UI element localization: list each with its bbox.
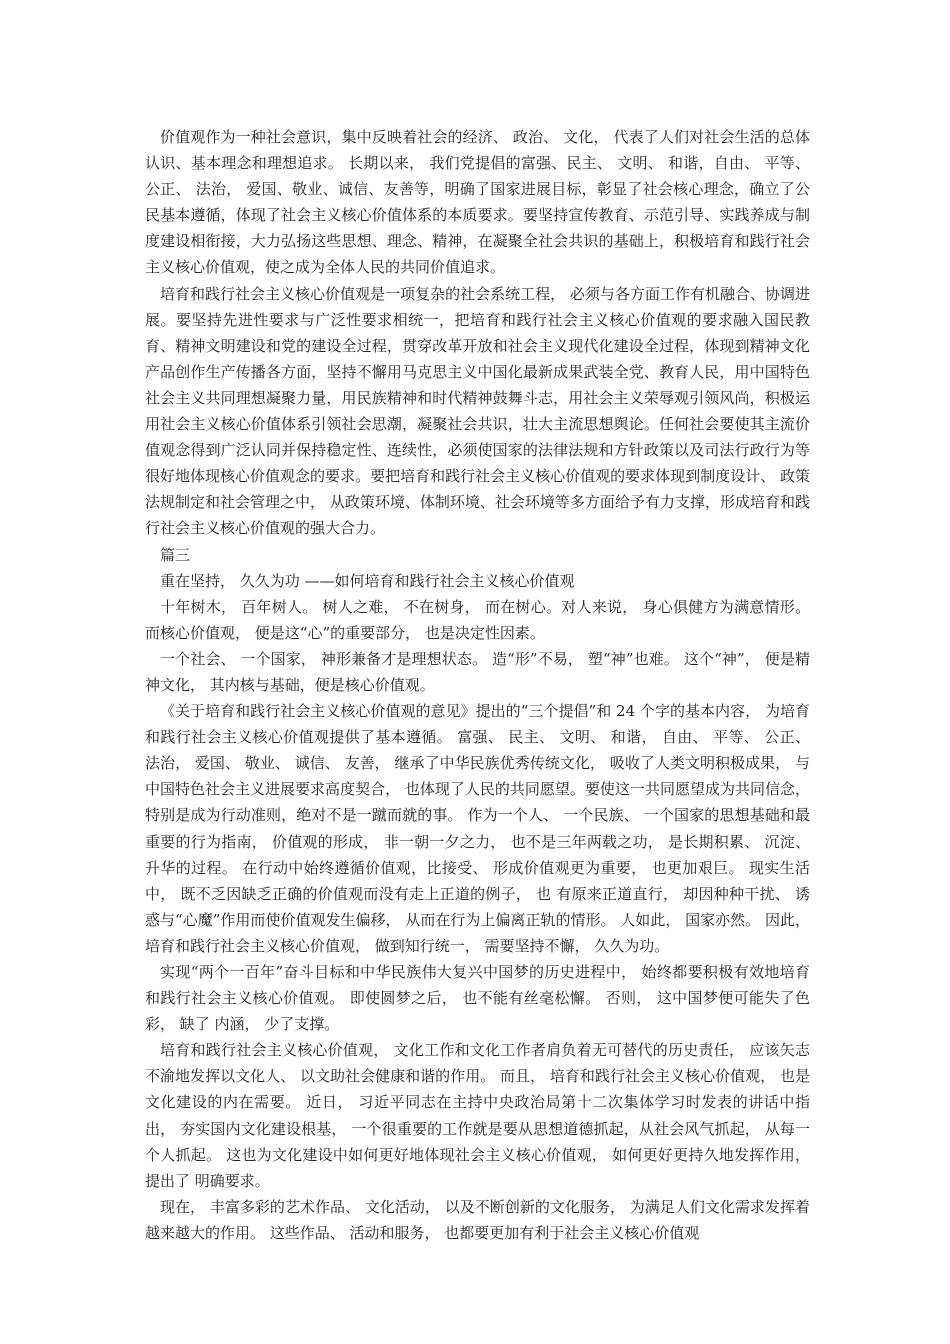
paragraph-system-engineering: 培育和践行社会主义核心价值观是一项复杂的社会系统工程， 必须与各方面工作有机融合、协调进展。要坚持先进性要求与广泛性要求相统一，把培育和践行社会主义核心价值观的要求融入国民教育、精神文明建设和党的建设全过程，贯穿改革开放和社会主义现代化建设全过程，体现到精神文化产品创作生产传播各方面，坚持不懈用马克思主义中国化最新成果武装全党、教育人民，用中国特色社会主义共同理想凝聚力量，用民族精神和时代精神鼓舞斗志，用社会主义荣辱观引领风尚，积极运用社会主义核心价值体系引领社会思潮，凝聚社会共识，壮大主流思想舆论。任何社会要使其主流价值观念得到广泛认同并保持稳定性、连续性，必须使国家的法律法规和方针政策以及司法行政行为等很好地体现核心价值观念的要求。要把培育和践行社会主义核心价值观的要求体现到制度设计、 政策法规制定和社会管理之中， 从政策环境、体制环境、社会环境等多方面给予有力支撑，形成培育和践行社会主义核心价值观的强大合力。 [145,284,810,538]
paragraph-art-works: 现在， 丰富多彩的艺术作品、 文化活动， 以及不断创新的文化服务， 为满足人们文化需求发挥着越来越大的作用。 这些作品、 活动和服务， 也都要更加有利于社会主义核心价值观 [145,1197,810,1242]
paragraph-two-centenary-goals: 实现“两个一百年”奋斗目标和中华民族伟大复兴中国梦的历史进程中， 始终都要积极有效地培育和践行社会主义核心价值观。 即使圆梦之后， 也不能有丝毫松懈。 否则， 这中国梦便可能失了色彩， 缺了 内涵， 少了支撑。 [145,963,810,1034]
paragraph-opinions-document: 《关于培育和践行社会主义核心价值观的意见》提出的“三个提倡”和 24 个字的基本内容， 为培育和践行社会主义核心价值观提供了基本遵循。 富强、 民主、 文明、 和谐， 自由、 平等、 公正、 法治， 爱国、 敬业、 诚信、 友善， 继承了中华民族优秀传统文化， 吸收了人类文明积极成果， 与中国特色社会主义进展要求高度契合， 也体现了人民的共同愿望。要使这一共同愿望成为共同信念， 特别是成为行动准则，绝对不是一蹴而就的事。 作为一个人、 一个民族、 一个国家的思想基础和最重要的行为指南， 价值观的形成， 非一朝一夕之力， 也不是三年两载之功， 是长期积累、 沉淀、 升华的过程。 在行动中始终遵循价值观，比接受、 形成价值观更为重要， 也更加艰巨。 现实生活中， 既不乏因缺乏正确的价值观而没有走上正道的例子， 也 有原来正道直行， 却因种种干扰、 诱惑与“心魔”作用而使价值观发生偏移， 从而在行为上偏离正轨的情形。 人如此， 国家亦然。 因此， 培育和践行社会主义核心价值观， 做到知行统一， 需要坚持不懈， 久久为功。 [145,702,810,955]
paragraph-values-overview: 价值观作为一种社会意识，集中反映着社会的经济、 政治、 文化， 代表了人们对社会生活的总体认识、基本理念和理想追求。 长期以来， 我们党提倡的富强、民主、 文明、 和谐，自由、 平等、 公正、 法治， 爱国、敬业、诚信、友善等，明确了国家进展目标，彰显了社会核心理念，确立了公民基本遵循，体现了社会主义核心价值体系的本质要求。要坚持宣传教育、示范引导、实践养成与制度建设相衔接，大力弘扬这些思想、理念、精神，在凝聚全社会共识的基础上，积极培育和践行社会主义核心价值观，使之成为全体人民的共同价值追求。 [145,128,810,277]
document-body [145,124,810,1246]
article-title: 重在坚持， 久久为功 ——如何培育和践行社会主义核心价值观 [160,571,575,590]
paragraph-society-and-nation: 一个社会、 一个国家， 神形兼备才是理想状态。 造“形”不易， 塑“神”也难。 这个“神”， 便是精神文化， 其内核与基础，便是核心价值观。 [145,649,810,694]
section-label: 篇三 [160,545,191,564]
paragraph-cultural-work: 培育和践行社会主义核心价值观， 文化工作和文化工作者肩负着无可替代的历史责任， 应该矢志不渝地发挥以文化人、 以文助社会健康和谐的作用。 而且， 培育和践行社会主义核心价值观， 也是文化建设的内在需要。 近日， 习近平同志在主持中央政治局第十二次集体学习时发表的讲话中指出， 夯实国内文化建设根基， 一个很重要的工作就是要从思想道德抓起，从社会风气抓起， 从每一个人抓起。 这也为文化建设中如何更好地体现社会主义核心价值观， 如何更好更持久地发挥作用， 提出了 明确要求。 [145,1041,810,1190]
paragraph-trees-and-people: 十年树木， 百年树人。 树人之难， 不在树身， 而在树心。对人来说， 身心俱健方为满意情形。 而核心价值观， 便是这“心”的重要部分， 也是决定性因素。 [145,597,810,642]
